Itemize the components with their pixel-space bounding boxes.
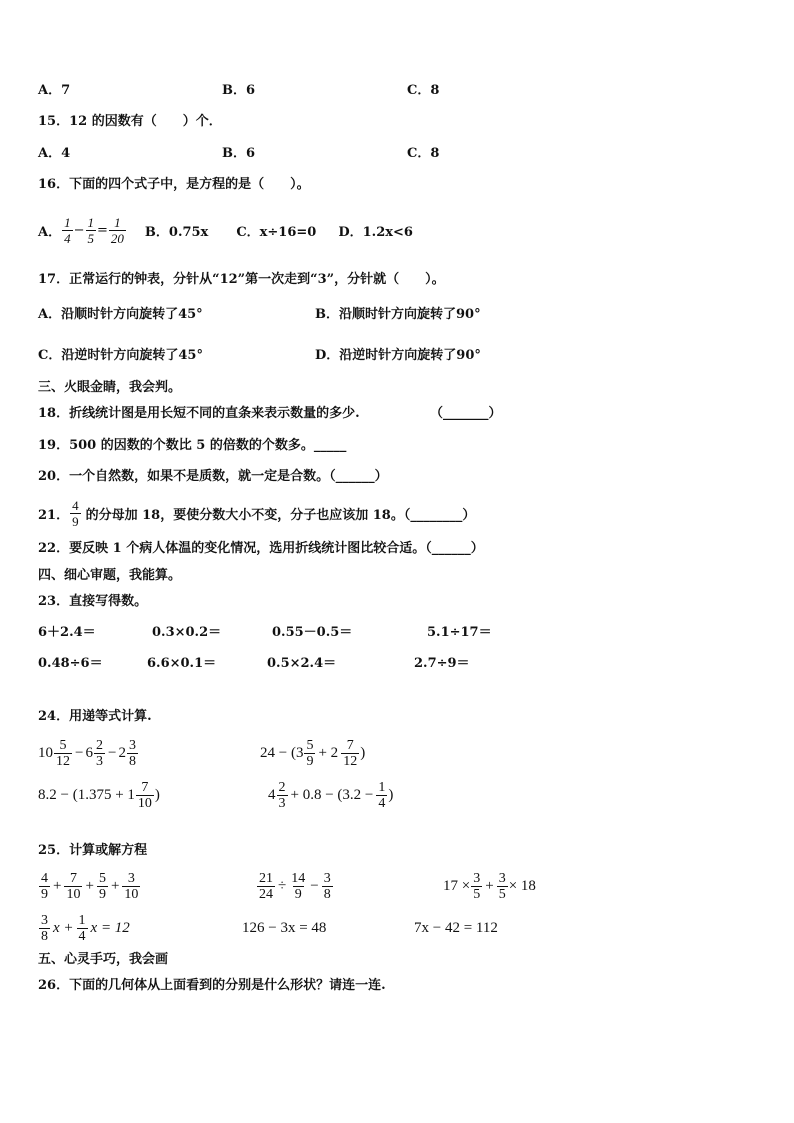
q17-option-b[interactable]: B．沿顺时针方向旋转了90° (315, 307, 481, 322)
q23-r2-c1[interactable]: 0.48÷6＝ (38, 656, 103, 671)
q25-expr-2: $\frac{21}{24}$ ÷ $\frac{14}{9}$ − $\frac{3}{8}$ (259, 870, 331, 902)
q15-option-a[interactable]: A．4 (38, 146, 71, 161)
section-3-heading: 三、火眼金睛，我会判。 (38, 380, 182, 395)
q14-option-b[interactable]: B．6 (222, 83, 256, 98)
section-4-heading: 四、细心审题，我能算。 (38, 568, 182, 583)
q23-r1-c4[interactable]: 5.1÷17＝ (427, 625, 492, 640)
question-18: 18．折线统计图是用长短不同的直条来表示数量的多少. (38, 406, 360, 421)
q16-option-d[interactable]: D．1.2x<6 (338, 224, 413, 240)
q23-r1-c2[interactable]: 0.3×0.2＝ (152, 625, 222, 640)
q25-expr-6: 7x − 42 = 112 (414, 919, 498, 936)
q17-option-a[interactable]: A．沿顺时针方向旋转了45° (38, 307, 203, 322)
q14-option-a[interactable]: A．7 (38, 83, 71, 98)
question-22: 22．要反映 1 个病人体温的变化情况，选用折线统计图比较合适。（______） (38, 541, 484, 556)
q16-frac-1: $\frac{1}{4}$ (64, 214, 71, 246)
question-24: 24．用递等式计算. (38, 709, 152, 724)
q16-frac-3: $\frac{1}{20}$ (110, 214, 124, 246)
q23-r1-c3[interactable]: 0.55－0.5＝ (272, 625, 353, 640)
q16-option-a-label[interactable]: A． (38, 224, 62, 240)
q16-options-row (38, 210, 413, 250)
q24-expr-4: 4 $\frac{2}{3}$ + 0.8 − (3.2 − $\frac{1}{4}$ ) (268, 779, 394, 811)
q23-r2-c4[interactable]: 2.7÷9＝ (414, 656, 470, 671)
q17-option-d[interactable]: D．沿逆时针方向旋转了90° (315, 348, 481, 363)
q16-frac-2: $\frac{1}{5}$ (87, 214, 94, 246)
question-20: 20．一个自然数，如果不是质数，就一定是合数。（______） (38, 469, 388, 484)
q24-expr-3: 8.2 − (1.375 + 1 $\frac{7}{10}$ ) (38, 779, 160, 811)
question-21 (38, 493, 475, 533)
question-26: 26．下面的几何体从上面看到的分别是什么形状？请连一连. (38, 978, 386, 993)
question-23: 23．直接写得数。 (38, 594, 148, 609)
q16-minus: − (73, 222, 85, 238)
question-16: 16．下面的四个式子中，是方程的是（ ）。 (38, 177, 310, 192)
question-19: 19．500 的因数的个数比 5 的倍数的个数多。_____ (38, 438, 347, 453)
q25-expr-4: $\frac{3}{8}$ x + $\frac{1}{4}$ x = 12 (41, 912, 130, 944)
q15-option-b[interactable]: B．6 (222, 146, 256, 161)
section-5-heading: 五、心灵手巧，我会画 (38, 952, 169, 967)
q23-r1-c1[interactable]: 6＋2.4＝ (38, 625, 96, 640)
question-25: 25．计算或解方程 (38, 843, 148, 858)
q24-expr-2: 24 − (3 $\frac{5}{9}$ + 2 $\frac{7}{12}$ ) (260, 737, 366, 769)
q21-fraction: $\frac{4}{9}$ (72, 497, 79, 529)
q25-expr-5: 126 − 3x = 48 (242, 919, 327, 936)
q25-expr-3: 17 × $\frac{3}{5}$ + $\frac{3}{5}$ × 18 (443, 870, 536, 902)
q24-expr-1: 10 $\frac{5}{12}$ − 6 $\frac{2}{3}$ − 2 $\frac{3}{8}$ (38, 737, 136, 769)
q16-option-b[interactable]: B．0.75x (144, 224, 209, 240)
q17-option-c[interactable]: C．沿逆时针方向旋转了45° (38, 348, 203, 363)
question-15: 15．12 的因数有（ ）个． (38, 114, 222, 129)
q14-option-c[interactable]: C．8 (407, 83, 440, 98)
q15-option-c[interactable]: C．8 (407, 146, 440, 161)
q21-text: 的分母加 18，要使分数大小不变，分子也应该加 18。（________） (85, 507, 476, 523)
q18-answer-blank[interactable]: （_______） (430, 406, 502, 421)
q16-option-c[interactable]: C．x÷16=0 (236, 224, 317, 240)
q25-expr-1: $\frac{4}{9}$ + $\frac{7}{10}$ + $\frac{5}{9}$ + $\frac{3}{10}$ (41, 870, 139, 902)
question-17: 17．正常运行的钟表，分针从“12”第一次走到“3”，分针就（ ）。 (38, 272, 445, 287)
q21-number: 21． (38, 507, 70, 523)
q23-r2-c2[interactable]: 6.6×0.1＝ (147, 656, 217, 671)
q16-equals: = (97, 222, 108, 238)
q23-r2-c3[interactable]: 0.5×2.4＝ (267, 656, 337, 671)
